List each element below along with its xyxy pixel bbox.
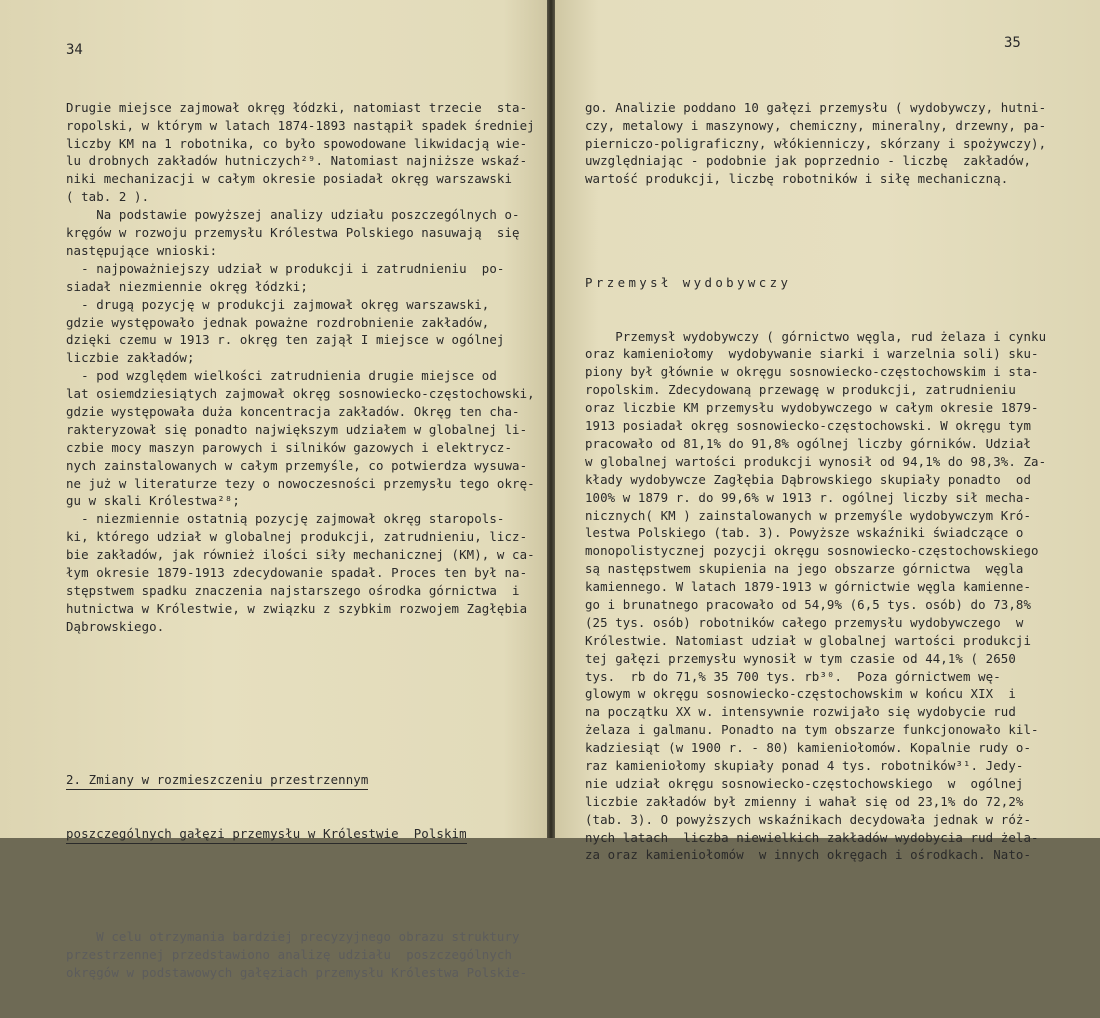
text-line: czy, metalowy i maszynowy, chemiczny, mineralny, drzewny, pa-	[585, 117, 1047, 133]
right-paragraphs	[585, 328, 1046, 865]
text-line: liczbie zakładów był zmienny i wahał się od 23,1% do 72,2%	[585, 793, 1024, 809]
text-line: - drugą pozycję w produkcji zajmował okręg warszawski,	[66, 296, 490, 312]
text-line: ( tab. 2 ).	[66, 189, 150, 205]
text-line: piony był głównie w okręgu sosnowiecko-częstochowskim i sta-	[585, 364, 1039, 380]
text-line: nych zainstalowanych w całym przemyśle, co potwierdza wysuwa-	[66, 457, 528, 473]
text-line: za oraz kamieniołomów w innych okręgach i ośrodkach. Nato-	[585, 847, 1032, 863]
text-line: tys. rb do 71,% 35 700 tys. rb³⁰. Poza górnictwem wę-	[585, 668, 1001, 684]
text-line: nie udział okręgu sosnowiecko-częstochowskiego w ogólnej	[585, 775, 1024, 791]
text-line: Królestwie. Natomiast udział w globalnej wartości produkcji	[585, 632, 1032, 648]
right-page	[555, 0, 1100, 863]
text-line: kamiennego. W latach 1879-1913 w górnictwie węgla kamienne-	[585, 579, 1032, 595]
text-line: pracowało od 81,1% do 91,8% ogólnej liczby górników. Udział	[585, 435, 1032, 451]
text-line: ne już w literaturze tezy o nowoczesności przemysłu tego okrę-	[66, 475, 535, 491]
text-line: uwzględniając - podobnie jak poprzednio - liczbę zakładów,	[585, 153, 1032, 169]
text-line: stępstwem spadku znaczenia najstarszego ośrodka górnictwa i	[66, 582, 520, 598]
text-line: Dąbrowskiego.	[66, 618, 165, 634]
text-line: dzięki czemu w 1913 r. okręg ten zajął I miejsce w ogólnej	[66, 332, 505, 348]
text-line: glowym w okręgu sosnowiecko-częstochowskim w końcu XIX i	[585, 686, 1016, 702]
text-line: (25 tys. osób) robotników całego przemysłu wydobywczego w	[585, 614, 1024, 630]
text-line: nych latach liczba niewielkich zakładów wydobycia rud żela-	[585, 829, 1039, 845]
text-line: tej gałęzi przemysłu wynosił w tym czasie od 44,1% ( 2650	[585, 650, 1016, 666]
left-closing-paragraph	[66, 928, 535, 982]
text-line: wartość produkcji, liczbę robotników i siłę mechaniczną.	[585, 171, 1009, 187]
section-heading-line-2: poszczególnych gałęzi przemysłu w Królestwie Polskim	[66, 825, 535, 843]
text-line: na początku XX w. intensywnie rozwijało się wydobycie rud	[585, 704, 1016, 720]
text-line: w globalnej wartości produkcji wynosił od 94,1% do 98,3%. Za-	[585, 453, 1047, 469]
text-line: Przemysł wydobywczy ( górnictwo węgla, rud żelaza i cynku	[585, 328, 1047, 344]
text-line: niki mechanizacji w całym okresie posiadał okręg warszawski	[66, 171, 513, 187]
left-page-body	[66, 63, 535, 1018]
text-line: następujące wnioski:	[66, 242, 218, 258]
text-line: oraz kamieniołomy wydobywanie siarki i warzelnia soli) sku-	[585, 346, 1039, 362]
text-line: (tab. 3). O powyższych wskaźnikach decydowała jednak w róż-	[585, 811, 1032, 827]
text-line: kadziesiąt (w 1900 r. - 80) kamieniołomów. Kopalnie rudy o-	[585, 740, 1032, 756]
left-paragraphs	[66, 99, 535, 636]
text-line: siadał niezmiennie okręg łódzki;	[66, 278, 308, 294]
text-line: oraz liczbie KM przemysłu wydobywczego w całym okresie 1879-	[585, 400, 1039, 416]
text-line: 1913 posiadał okręg sosnowiecko-częstochowski. W okręgu tym	[585, 418, 1032, 434]
right-opening-paragraph	[585, 99, 1046, 188]
text-line: - pod względem wielkości zatrudnienia drugie miejsce od	[66, 368, 497, 384]
text-line: łym okresie 1879-1913 zdecydowanie spadał. Proces ten był na-	[66, 564, 528, 580]
text-line: okręgów w podstawowych gałęziach przemysłu Królestwa Polskie-	[66, 964, 528, 980]
text-line: lu drobnych zakładów hutniczych²⁹. Natomiast najniższe wskaź-	[66, 153, 528, 169]
text-line: przestrzennej przedstawiono analizę udziału poszczególnych	[66, 947, 513, 963]
page-number: 34	[66, 42, 83, 58]
text-line: - najpoważniejszy udział w produkcji i zatrudnieniu po-	[66, 260, 505, 276]
text-line: gu w skali Królestwa²⁸;	[66, 493, 240, 509]
text-line: raz kamieniołomy skupiały ponad 4 tys. robotników³¹. Jedy-	[585, 757, 1024, 773]
section-title: Przemysł wydobywczy	[585, 274, 792, 290]
text-line: 100% w 1879 r. do 99,6% w 1913 r. ogólnej liczby sił mecha-	[585, 489, 1032, 505]
text-line: hutnictwa w Królestwie, w związku z szybkim rozwojem Zagłębia	[66, 600, 528, 616]
text-line: monopolistycznej pozycji okręgu sosnowiecko-częstochowskiego	[585, 543, 1039, 559]
text-line: żelaza i galmanu. Ponadto na tym obszarze funkcjonowało kil-	[585, 722, 1039, 738]
text-line: liczby KM na 1 robotnika, co było spowodowane likwidacją wie-	[66, 135, 528, 151]
text-line: rakteryzował się ponadto największym udziałem w globalnej li-	[66, 421, 528, 437]
text-line: pierniczo-poligraficzny, włókienniczy, skórzany i spożywczy),	[585, 135, 1047, 151]
text-line: W celu otrzymania bardziej precyzyjnego obrazu struktury	[66, 929, 520, 945]
left-page	[0, 0, 547, 980]
page-number: 35	[1004, 35, 1021, 51]
text-line: są następstwem skupienia na jego obszarze górnictwa węgla	[585, 561, 1024, 577]
text-line: czbie mocy maszyn parowych i silników gazowych i elektrycz-	[66, 439, 513, 455]
book-gutter	[547, 0, 555, 838]
text-line: liczbie zakładów;	[66, 350, 195, 366]
text-line: kłady wydobywcze Zagłębia Dąbrowskiego skupiały ponadto od	[585, 471, 1032, 487]
text-line: lestwa Polskiego (tab. 3). Powyższe wskaźniki świadczące o	[585, 525, 1024, 541]
text-line: bie zakładów, jak również ilości siły mechanicznej (KM), w ca-	[66, 547, 535, 563]
text-line: lat osiemdziesiątych zajmował okręg sosnowiecko-częstochowski,	[66, 386, 535, 402]
text-line: kręgów w rozwoju przemysłu Królestwa Polskiego nasuwają się	[66, 225, 520, 241]
text-line: go i brunatnego pracowało od 54,9% (6,5 tys. osób) do 73,8%	[585, 596, 1032, 612]
right-page-body	[585, 63, 1046, 900]
text-line: - niezmiennie ostatnią pozycję zajmował okręg staropols-	[66, 511, 505, 527]
text-line: Drugie miejsce zajmował okręg łódzki, natomiast trzecie sta-	[66, 99, 528, 115]
text-line: ropolskim. Zdecydowaną przewagę w produkcji, zatrudnieniu	[585, 382, 1016, 398]
text-line: Na podstawie powyższej analizy udziału poszczególnych o-	[66, 207, 520, 223]
text-line: ki, którego udział w globalnej produkcji, zatrudnieniu, licz-	[66, 529, 528, 545]
text-line: gdzie występowało jednak poważne rozdrobnienie zakładów,	[66, 314, 490, 330]
text-line: ropolski, w którym w latach 1874-1893 nastąpił spadek średniej	[66, 117, 535, 133]
text-line: go. Analizie poddano 10 gałęzi przemysłu ( wydobywczy, hutni-	[585, 99, 1047, 115]
section-heading-line-1: 2. Zmiany w rozmieszczeniu przestrzennym	[66, 771, 535, 789]
text-line: nicznych( KM ) zainstalowanych w przemyśle wydobywczym Kró-	[585, 507, 1032, 523]
text-line: gdzie występowała duża koncentracja zakładów. Okręg ten cha-	[66, 403, 520, 419]
